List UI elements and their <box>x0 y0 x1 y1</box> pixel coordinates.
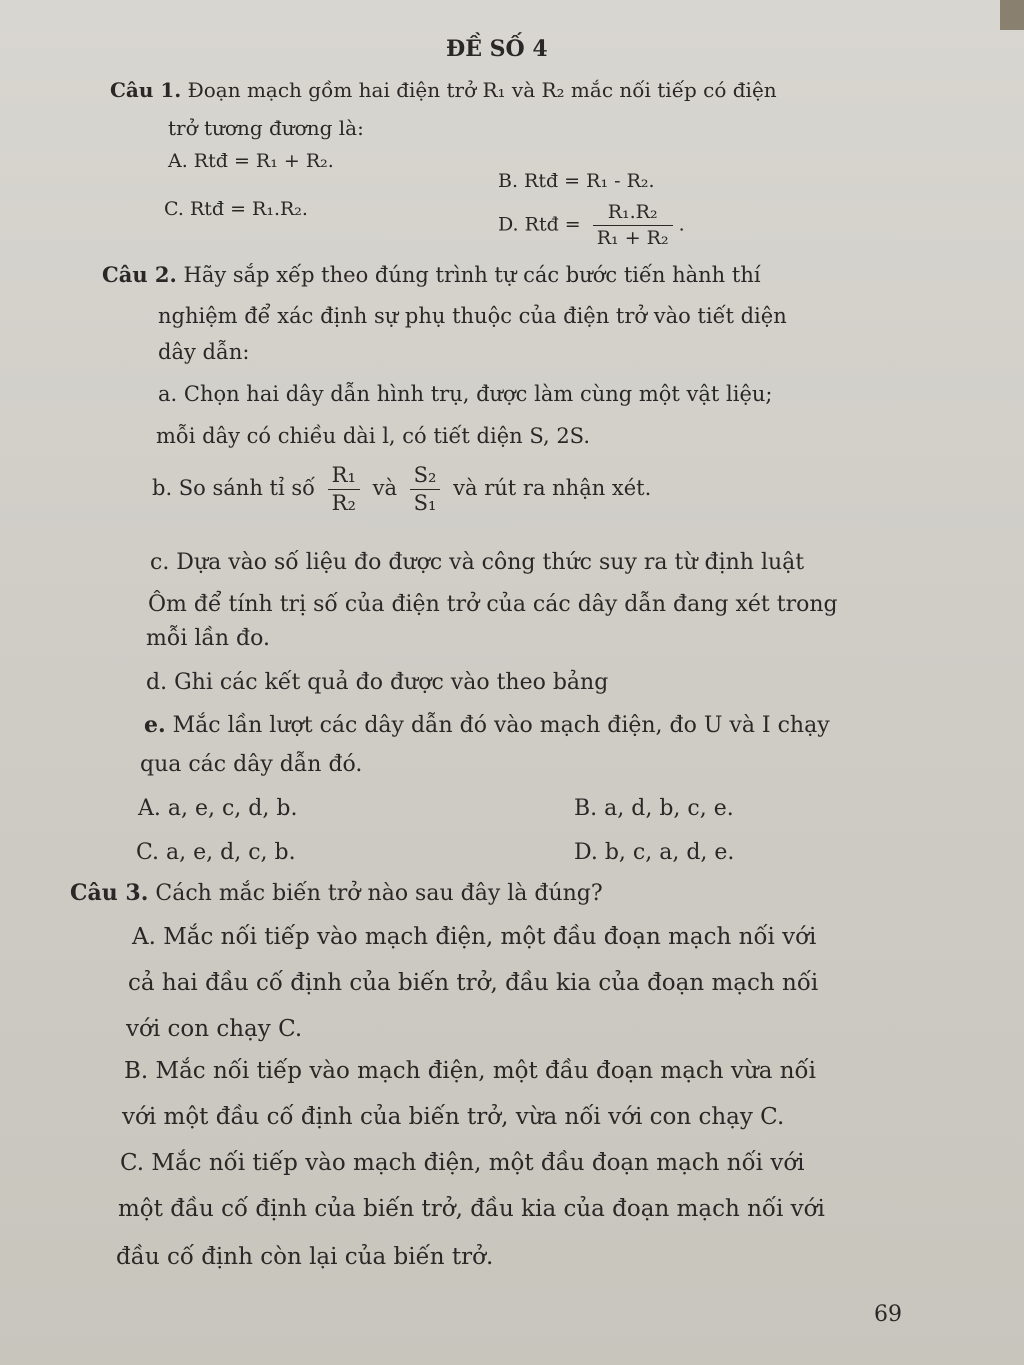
q2-step-d: d. Ghi các kết quả đo được vào theo bảng <box>146 670 609 695</box>
page-title: ĐỀ SỐ 4 <box>446 36 548 62</box>
q3-option-b-line2: với một đầu cố định của biến trở, vừa nối với con chạy C. <box>122 1104 785 1130</box>
fraction-denominator: R₂ <box>331 491 356 516</box>
fraction-numerator: R₁ <box>328 464 360 490</box>
q1-option-a: A. Rtđ = R₁ + R₂. <box>168 150 334 172</box>
q3-option-b-line1: B. Mắc nối tiếp vào mạch điện, một đầu đoạn mạch vừa nối <box>124 1058 816 1084</box>
q2-step-c-line1: c. Dựa vào số liệu đo được và công thức suy ra từ định luật <box>150 550 805 575</box>
page-corner-shadow <box>1000 0 1024 30</box>
q3-option-c-line1: C. Mắc nối tiếp vào mạch điện, một đầu đoạn mạch nối với <box>120 1150 805 1176</box>
q3-option-a-line3: với con chạy C. <box>126 1016 303 1042</box>
q3-label: Câu 3. <box>70 880 149 906</box>
q2-label: Câu 2. <box>102 262 177 287</box>
q1-option-c: C. Rtđ = R₁.R₂. <box>164 198 308 220</box>
q3-option-c-line3: đầu cố định còn lại của biến trở. <box>116 1244 494 1270</box>
q2-step-e-label: e. <box>144 712 166 738</box>
q1-option-d-fraction <box>593 202 673 249</box>
q2-step-b-prefix: b. So sánh tỉ số <box>152 476 315 501</box>
q1-option-d <box>498 202 685 249</box>
q2-line1 <box>102 262 761 287</box>
ratio-s2-s1 <box>410 464 441 515</box>
fraction-denominator: S₁ <box>413 491 437 516</box>
q2-step-c-line2: Ôm để tính trị số của điện trở của các dây dẫn đang xét trong <box>148 592 838 617</box>
q1-option-d-prefix: D. Rtđ = <box>498 213 581 236</box>
q2-option-c: C. a, e, d, c, b. <box>136 840 296 865</box>
q2-option-b: B. a, d, b, c, e. <box>574 796 734 821</box>
q1-option-d-suffix: . <box>678 213 685 236</box>
q2-option-d: D. b, c, a, d, e. <box>574 840 735 865</box>
fraction-denominator: R₁ + R₂ <box>596 226 669 249</box>
q2-text-line3: dây dẫn: <box>158 340 250 364</box>
fraction-numerator: R₁.R₂ <box>593 202 673 226</box>
q2-step-e-line1 <box>144 712 830 738</box>
q3-option-a-line2: cả hai đầu cố định của biến trở, đầu kia của đoạn mạch nối <box>128 970 819 996</box>
q2-step-b <box>152 464 651 515</box>
ratio-r1-r2 <box>328 464 360 515</box>
q1-line1 <box>110 78 777 102</box>
q3-option-a-line1: A. Mắc nối tiếp vào mạch điện, một đầu đoạn mạch nối với <box>132 924 817 950</box>
q3-option-c-line2: một đầu cố định của biến trở, đầu kia của đoạn mạch nối với <box>118 1196 825 1222</box>
q3-text: Cách mắc biến trở nào sau đây là đúng? <box>155 881 603 906</box>
q1-option-b: B. Rtđ = R₁ - R₂. <box>498 170 655 192</box>
q3-line1 <box>70 880 603 906</box>
q2-text-line1: Hãy sắp xếp theo đúng trình tự các bước tiến hành thí <box>183 263 761 287</box>
q2-step-b-suffix: và rút ra nhận xét. <box>453 476 652 501</box>
page-number: 69 <box>874 1302 902 1327</box>
q2-step-a-line1: a. Chọn hai dây dẫn hình trụ, được làm cùng một vật liệu; <box>158 382 773 406</box>
q2-text-line2: nghiệm để xác định sự phụ thuộc của điện trở vào tiết diện <box>158 304 787 328</box>
q1-text-line1: Đoạn mạch gồm hai điện trở R₁ và R₂ mắc nối tiếp có điện <box>187 78 777 102</box>
q1-text-line2: trở tương đương là: <box>168 116 364 140</box>
q2-step-c-line3: mỗi lần đo. <box>146 626 270 651</box>
q2-step-b-and: và <box>372 476 397 501</box>
q1-label: Câu 1. <box>110 78 182 102</box>
q2-step-a-line2: mỗi dây có chiều dài l, có tiết diện S, 2S. <box>156 424 590 448</box>
q2-step-e-text: Mắc lần lượt các dây dẫn đó vào mạch điện, đo U và I chạy <box>172 713 830 738</box>
q2-step-e-line2: qua các dây dẫn đó. <box>140 752 363 777</box>
fraction-numerator: S₂ <box>410 464 441 490</box>
q2-option-a: A. a, e, c, d, b. <box>138 796 298 821</box>
